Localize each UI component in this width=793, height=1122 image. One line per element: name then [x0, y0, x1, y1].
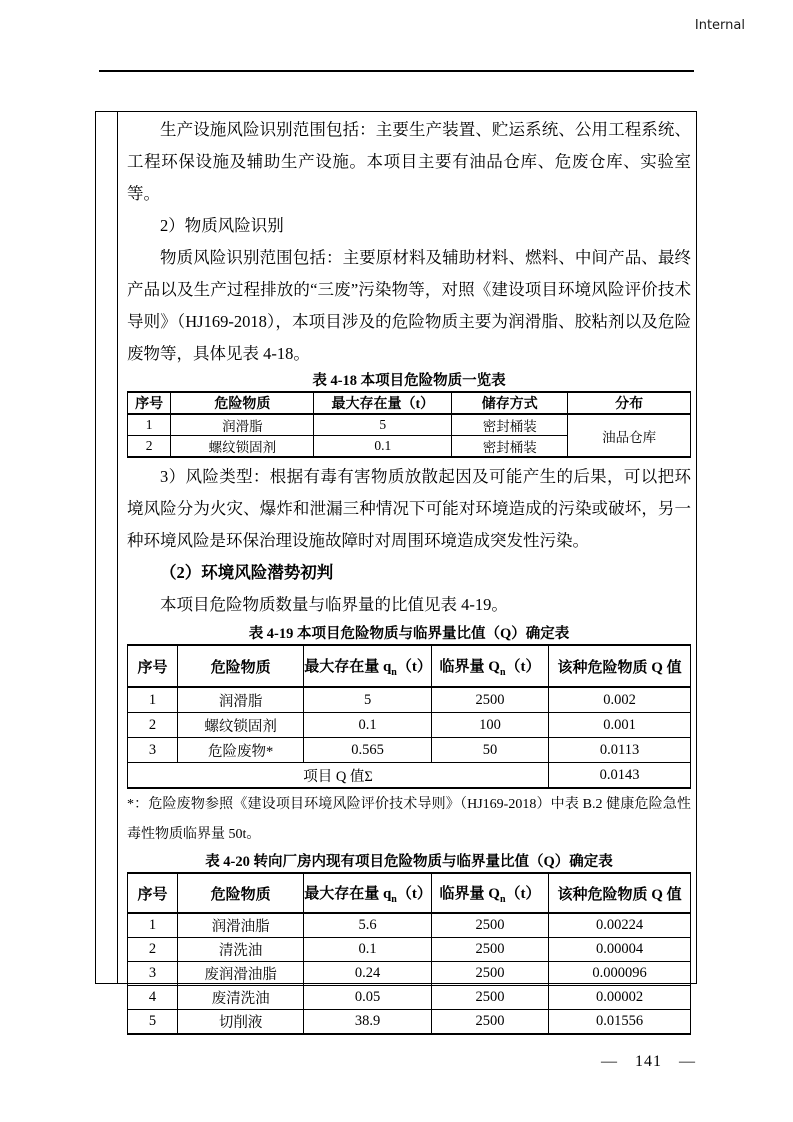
table-cell: 5	[128, 1010, 178, 1035]
table-cell: 5.6	[304, 913, 432, 938]
col-header-index: 序号	[128, 873, 178, 913]
table-cell: 0.24	[304, 962, 432, 986]
table-cell: 0.1	[304, 938, 432, 962]
table-cell: 0.1	[314, 436, 452, 458]
table-cell: 螺纹锁固剂	[171, 436, 314, 458]
paragraph-q-ratio-intro: 本项目危险物质数量与临界量的比值见表 4-19。	[160, 595, 508, 614]
page-number: — 141 —	[601, 1053, 696, 1070]
table-cell: 0.05	[304, 986, 432, 1010]
paragraph-production-facility-risk: 生产设施风险识别范围包括：主要生产装置、贮运系统、公用工程系统、工程环保设施及辅助生产设施。本项目主要有油品仓库、危废仓库、实验室等。	[127, 120, 691, 203]
table-row	[128, 738, 691, 763]
main-content-column	[118, 112, 696, 1031]
table-4-19	[127, 644, 691, 789]
table-cell: 0.001	[549, 713, 691, 738]
table-cell: 0.000096	[549, 962, 691, 986]
table-cell: 2500	[432, 913, 549, 938]
table-cell: 2500	[432, 1010, 549, 1035]
table-cell: 废润滑油脂	[178, 962, 304, 986]
col-header-critical-quantity: 临界量 $Q_n(t)$	[432, 873, 549, 913]
table-4-19-footnote: *：危险废物参照《建设项目环境风险评价技术导则》（HJ169-2018）中表 B.2 健康危险急性毒性物质临界量 50t。	[127, 797, 691, 842]
col-header-max-quantity: 最大存在量（t）	[314, 392, 452, 414]
table-cell: 2	[128, 938, 178, 962]
table-cell: 2	[128, 713, 178, 738]
project-q-sum-value: 0.0143	[549, 763, 691, 789]
table-4-20-title: 表 4-20 转向厂房内现有项目危险物质与临界量比值（Q）确定表	[205, 854, 613, 870]
col-header-distribution: 分布	[568, 392, 691, 414]
col-header-critical-quantity: 临界量 $Q_n(t)$	[432, 645, 549, 687]
table-cell: 废清洗油	[178, 986, 304, 1010]
col-header-index: 序号	[128, 645, 178, 687]
table-4-19-title: 表 4-19 本项目危险物质与临界量比值（Q）确定表	[248, 626, 570, 642]
table-cell: 0.1	[304, 713, 432, 738]
table-cell: 润滑油脂	[178, 913, 304, 938]
col-header-max-quantity: 最大存在量 $q_n(t)$	[304, 645, 432, 687]
table-4-18-title: 表 4-18 本项目危险物质一览表	[312, 373, 506, 389]
col-header-substance: 危险物质	[178, 873, 304, 913]
col-header-storage-method: 储存方式	[452, 392, 568, 414]
table-cell: 0.565	[304, 738, 432, 763]
table-4-20	[127, 872, 691, 1035]
table-row	[128, 713, 691, 738]
table-cell: 润滑脂	[171, 414, 314, 436]
internal-watermark: Internal	[694, 18, 745, 33]
table-row	[128, 1010, 691, 1035]
table-cell: 50	[432, 738, 549, 763]
table-header-row	[128, 873, 691, 913]
table-row	[128, 913, 691, 938]
content-box	[95, 111, 697, 1031]
table-4-18	[127, 391, 691, 458]
table-sum-row	[128, 763, 691, 789]
table-cell: 0.01556	[549, 1010, 691, 1035]
table-cell: 2500	[432, 687, 549, 713]
table-cell: 润滑脂	[178, 687, 304, 713]
col-header-max-quantity: 最大存在量 $q_n(t)$	[304, 873, 432, 913]
table-row	[128, 986, 691, 1010]
project-q-sum-label: 项目 Q 值Σ	[128, 763, 549, 789]
section-heading-risk-potential: （2）环境风险潜势初判	[160, 563, 334, 582]
table-cell: 螺纹锁固剂	[178, 713, 304, 738]
table-row	[128, 414, 691, 436]
table-row	[128, 938, 691, 962]
table-cell: 4	[128, 986, 178, 1010]
col-header-substance: 危险物质	[171, 392, 314, 414]
table-cell: 清洗油	[178, 938, 304, 962]
table-cell: 5	[304, 687, 432, 713]
table-cell: 1	[128, 687, 178, 713]
paragraph-substance-risk-scope: 物质风险识别范围包括：主要原材料及辅助材料、燃料、中间产品、最终产品以及生产过程排放的“三废”污染物等，对照《建设项目环境风险评价技术导则》（HJ169-2018），本项目涉及的危险物质主要为润滑脂、胶粘剂以及危险废物等，具体见表 4-18。	[127, 248, 691, 363]
table-cell: 2	[128, 436, 171, 458]
table-header-row	[128, 392, 691, 414]
table-cell: 5	[314, 414, 452, 436]
table-cell: 3	[128, 738, 178, 763]
table-cell: 0.0113	[549, 738, 691, 763]
table-header-row	[128, 645, 691, 687]
table-cell: 1	[128, 414, 171, 436]
empty-side-column	[96, 112, 118, 983]
table-cell: 密封桶装	[452, 414, 568, 436]
table-cell: 2500	[432, 986, 549, 1010]
table-cell: 2500	[432, 938, 549, 962]
table-cell: 3	[128, 962, 178, 986]
table-row	[128, 962, 691, 986]
table-cell: 0.00004	[549, 938, 691, 962]
paragraph-substance-risk-heading: 2）物质风险识别	[160, 216, 284, 235]
table-cell: 100	[432, 713, 549, 738]
col-header-substance: 危险物质	[178, 645, 304, 687]
col-header-q-value: 该种危险物质 Q 值	[549, 873, 691, 913]
table-cell: 38.9	[304, 1010, 432, 1035]
table-cell: 0.002	[549, 687, 691, 713]
table-cell: 危险废物*	[178, 738, 304, 763]
col-header-index: 序号	[128, 392, 171, 414]
table-cell: 0.00002	[549, 986, 691, 1010]
header-rule	[99, 70, 694, 72]
paragraph-risk-types: 3）风险类型：根据有毒有害物质放散起因及可能产生的后果，可以把环境风险分为火灾、爆炸和泄漏三种情况下可能对环境造成的污染或破坏，另一种环境风险是环保治理设施故障时对周围环境造成突发性污染。	[127, 467, 691, 550]
table-cell-merged-distribution: 油品仓库	[568, 414, 691, 457]
table-cell: 2500	[432, 962, 549, 986]
table-cell: 0.00224	[549, 913, 691, 938]
col-header-q-value: 该种危险物质 Q 值	[549, 645, 691, 687]
table-cell: 密封桶装	[452, 436, 568, 458]
table-cell: 1	[128, 913, 178, 938]
table-row	[128, 687, 691, 713]
table-cell: 切削液	[178, 1010, 304, 1035]
